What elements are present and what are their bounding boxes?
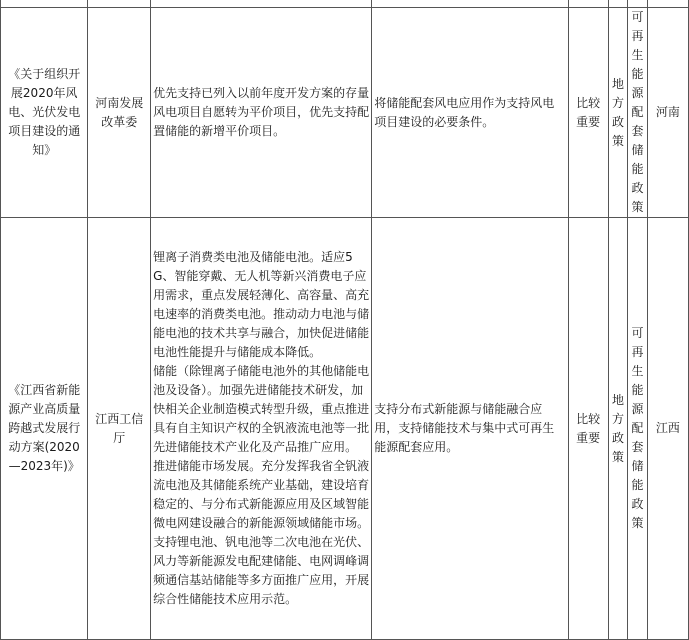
policy-name-cell: 《江西省新能源产业高质量跨越式发展行动方案(2020—2023年)》 xyxy=(1,218,88,640)
content-paragraph: 锂离子消费类电池及储能电池。适应5G、智能穿戴、无人机等新兴消费电子应用需求，重点发展轻薄化、高容量、高充电速率的消费类电池。推动动力电池与储能电池的技术共享与融合，加快促进储能电池性能提升与储能成本降低。 xyxy=(153,250,370,359)
cell-partial xyxy=(151,0,372,8)
cell-partial xyxy=(372,0,568,8)
content-cell xyxy=(151,218,372,640)
content-paragraph: 储能（除锂离子储能电池外的其他储能电池及设备）。加强先进储能技术研发，加快相关企业制造模式转型升级，重点推进具有自主知识产权的全钒液流电池等一批先进储能技术产业化及产品推广应用。 xyxy=(153,364,370,454)
issuer-cell: 河南发展改革委 xyxy=(88,8,151,218)
storage-relevance-cell: 支持分布式新能源与储能融合应用，支持储能技术与集中式可再生能源配套应用。 xyxy=(372,218,568,640)
table-row xyxy=(1,8,689,218)
cell-partial xyxy=(608,0,628,8)
cell-partial xyxy=(647,0,688,8)
cell-partial xyxy=(628,0,648,8)
content-paragraph: 推进储能市场发展。充分发挥我省全钒液流电池及其储能系统产业基础，建设培育稳定的、与分布式新能源应用及区域智能微电网建设融合的新能源领域储能市场。支持锂电池、钒电池等二次电池在光伏、风力等新能源发电配建储能、电网调峰调频通信基站储能等多方面推广应用，开展综合性储能技术应用示范。 xyxy=(153,459,370,606)
policy-category-cell: 可再生能源配套储能政策 xyxy=(628,8,648,218)
table-row-partial xyxy=(1,0,689,8)
content-cell xyxy=(151,8,372,218)
importance-cell: 比较重要 xyxy=(568,8,608,218)
content-paragraph: 优先支持已列入以前年度开发方案的存量风电项目自愿转为平价项目，优先支持配置储能的新增平价项目。 xyxy=(153,86,370,138)
importance-cell: 比较重要 xyxy=(568,218,608,640)
policy-level-cell: 地方政策 xyxy=(608,8,628,218)
cell-partial xyxy=(568,0,608,8)
cell-partial xyxy=(1,0,88,8)
storage-relevance-cell: 将储能配套风电应用作为支持风电项目建设的必要条件。 xyxy=(372,8,568,218)
table-row xyxy=(1,218,689,640)
cell-partial xyxy=(88,0,151,8)
issuer-cell: 江西工信厅 xyxy=(88,218,151,640)
region-cell: 河南 xyxy=(647,8,688,218)
policy-level-cell: 地方政策 xyxy=(608,218,628,640)
policy-category-cell: 可再生能源配套储能政策 xyxy=(628,218,648,640)
policy-name-cell: 《关于组织开展2020年风电、光伏发电项目建设的通知》 xyxy=(1,8,88,218)
region-cell: 江西 xyxy=(647,218,688,640)
